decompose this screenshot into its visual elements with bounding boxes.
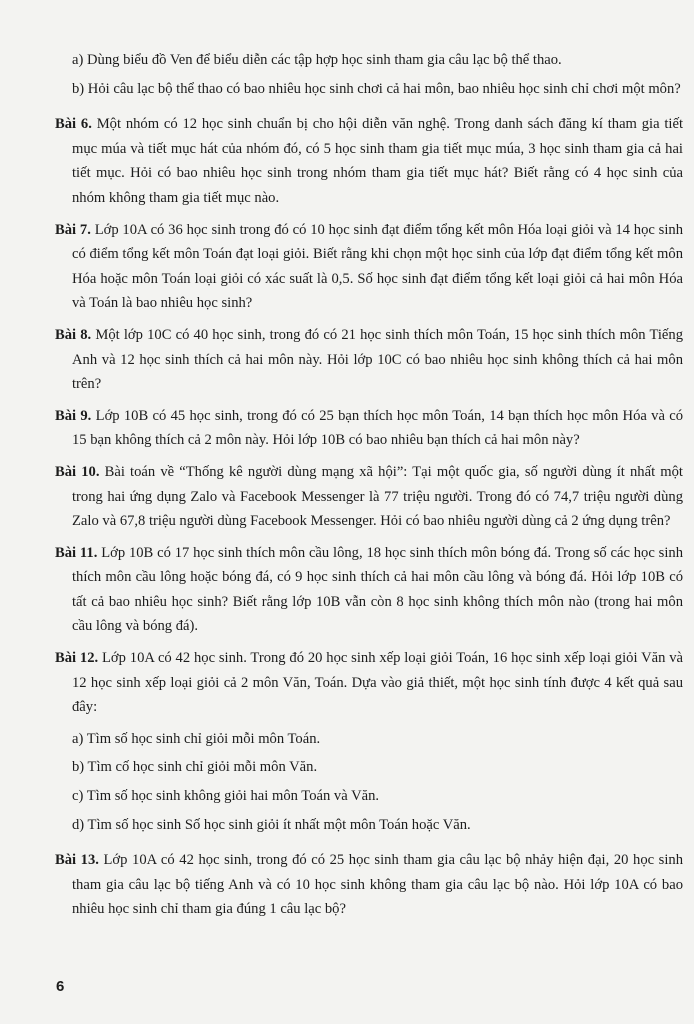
exercise-8: Bài 8. Một lớp 10C có 40 học sinh, trong đó có 21 học sinh thích môn Toán, 15 học sinh thích môn Tiếng Anh và 12 học sinh thích cả hai môn này. Hỏi lớp 10C có bao nhiêu học sinh không thích cả hai môn trên? <box>55 326 683 393</box>
exercise-label: Bài 12. <box>55 650 99 667</box>
exercise-label: Bài 9. <box>55 407 92 424</box>
item-a: a) Dùng biểu đồ Ven để biểu diễn các tập hợp học sinh tham gia câu lạc bộ thể thao. <box>72 52 562 68</box>
item-12c: c) Tìm số học sinh không giỏi hai môn Toán và Văn. <box>72 788 380 805</box>
exercise-7: Bài 7. Lớp 10A có 36 học sinh trong đó có 10 học sinh đạt điểm tổng kết môn Hóa loại giỏi và 14 học sinh có điểm tổng kết môn Toán đạt loại giỏi. Biết rằng khi chọn một học sinh của lớp đạt điểm tổng kết môn Hóa hoặc môn Toán loại giỏi có xác suất là 0,5. Số học sinh đạt điểm tổng kết loại giỏi cả hai môn Hóa và Toán là bao nhiêu học sinh? <box>55 221 684 312</box>
exercise-label: Bài 8. <box>55 326 92 343</box>
page-number: 6 <box>56 978 65 995</box>
item-b: b) Hỏi câu lạc bộ thể thao có bao nhiêu học sinh chơi cả hai môn, bao nhiêu học sinh chỉ chơi một môn? <box>72 80 681 97</box>
exercise-label: Bài 13. <box>55 852 99 869</box>
exercise-10: Bài 10. Bài toán về “Thống kê người dùng mạng xã hội”: Tại một quốc gia, số người dùng ít nhất một trong hai ứng dụng Zalo và Facebook Messenger là 77 triệu người. Trong đó có 74,7 triệu người dùng Zalo và 67,8 triệu người dùng Facebook Messenger. Hỏi có bao nhiêu người dùng cả 2 ứng dụng trên? <box>55 463 683 530</box>
exercise-label: Bài 7. <box>55 221 91 238</box>
exercise-11: Bài 11. Lớp 10B có 17 học sinh thích môn cầu lông, 18 học sinh thích môn bóng đá. Trong số các học sinh thích môn cầu lông hoặc bóng đá, có 9 học sinh thích cả hai môn cầu lông và bóng đá. Hỏi lớp 10B có tất cả bao nhiêu học sinh? Biết rằng lớp 10B vẫn còn 8 học sinh không thích môn nào (trong hai môn cầu lông và bóng đá). <box>55 544 683 635</box>
exercise-12: Bài 12. Lớp 10A có 42 học sinh. Trong đó 20 học sinh xếp loại giỏi Toán, 16 học sinh xếp loại giỏi Văn và 12 học sinh xếp loại giỏi cả 2 môn Văn, Toán. Dựa vào giả thiết, một học sinh tính được 4 kết quả sau đây: <box>55 650 683 716</box>
exercise-label: Bài 6. <box>55 116 92 133</box>
exercise-label: Bài 11. <box>55 544 98 561</box>
exercise-13: Bài 13. Lớp 10A có 42 học sinh, trong đó có 25 học sinh tham gia câu lạc bộ nhảy hiện đại, 20 học sinh tham gia câu lạc bộ tiếng Anh và có 10 học sinh không tham gia câu lạc bộ nào. Hỏi lớp 10A có bao nhiêu học sinh chỉ tham gia đúng 1 câu lạc bộ? <box>55 852 683 918</box>
item-12a: a) Tìm số học sinh chỉ giỏi mỗi môn Toán. <box>72 730 321 747</box>
exercise-label: Bài 10. <box>55 463 100 480</box>
body-text <box>55 48 683 929</box>
exercise-9: Bài 9. Lớp 10B có 45 học sinh, trong đó có 25 bạn thích học môn Toán, 14 bạn thích học môn Hóa và có 15 bạn không thích cả 2 môn này. Hỏi lớp 10B có bao nhiêu bạn thích cả hai môn này? <box>55 407 684 449</box>
item-12d: d) Tìm số học sinh Số học sinh giỏi ít nhất một môn Toán hoặc Văn. <box>72 816 471 833</box>
exercise-6: Bài 6. Một nhóm có 12 học sinh chuẩn bị cho hội diễn văn nghệ. Trong danh sách đăng kí tham gia tiết mục múa và tiết mục hát của nhóm đó, có 5 học sinh tham gia tiết mục múa, 3 học sinh tham gia cả hai tiết mục. Hỏi có bao nhiêu học sinh trong nhóm tham gia tiết mục hát? Biết rằng có 4 học sinh của nhóm không tham gia tiết mục nào. <box>55 116 684 206</box>
item-12b: b) Tìm cố học sinh chỉ giỏi mỗi môn Văn. <box>72 759 318 776</box>
